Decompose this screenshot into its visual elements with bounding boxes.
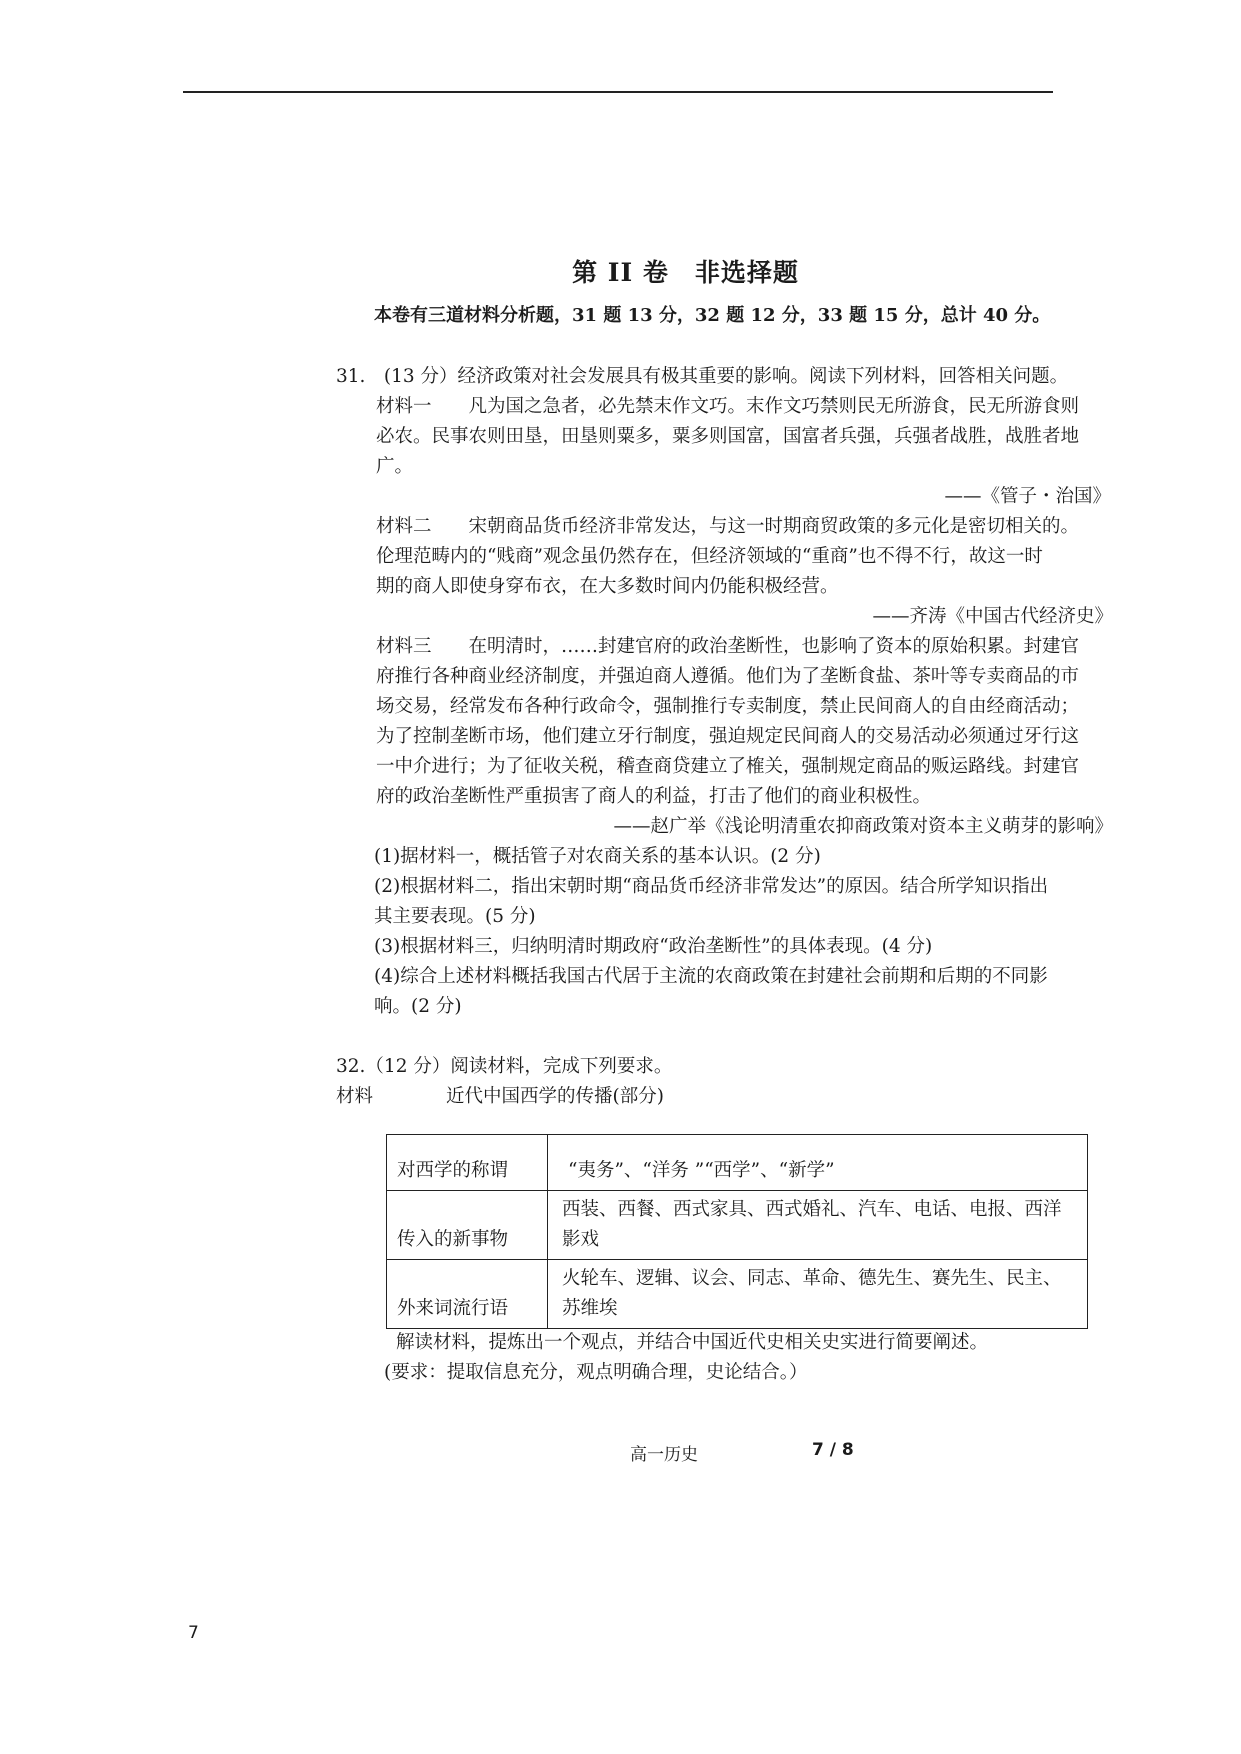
- section-title: 第 II 卷 非选择题: [572, 258, 799, 287]
- table-cell-head: 外来词流行语: [387, 1260, 548, 1329]
- q31-m2-line: 材料二 宋朝商品货币经济非常发达，与这一时期商贸政策的多元化是密切相关的。: [376, 516, 1080, 537]
- q31-m1-line: 必农。民事农则田垦，田垦则粟多，粟多则国富，国富者兵强，兵强者战胜，战胜者地: [376, 426, 1080, 447]
- q31-subquestion: (2)根据材料二，指出宋朝时期“商品货币经济非常发达”的原因。结合所学知识指出: [374, 876, 1049, 897]
- table-cell-content: “夷务”、“洋务 ”“西学”、“新学”: [548, 1135, 1088, 1191]
- q31-subquestion: 响。(2 分): [374, 996, 462, 1017]
- table-cell-content: 火轮车、逻辑、议会、同志、革命、德先生、赛先生、民主、苏维埃: [548, 1260, 1088, 1329]
- table-cell-content: 西装、西餐、西式家具、西式婚礼、汽车、电话、电报、西洋影戏: [548, 1191, 1088, 1260]
- q31-m1-line: 材料一 凡为国之急者，必先禁末作文巧。末作文巧禁则民无所游食，民无所游食则: [376, 396, 1080, 417]
- q31-m2-source: ——齐涛《中国古代经济史》: [872, 606, 1113, 627]
- q31-subquestion: (3)根据材料三，归纳明清时期政府“政治垄断性”的具体表现。(4 分): [374, 936, 933, 957]
- q31-m3-line: 材料三 在明清时，……封建官府的政治垄断性，也影响了资本的原始积累。封建官: [376, 636, 1080, 657]
- table-cell-head: 传入的新事物: [387, 1191, 548, 1260]
- q32-task: 解读材料，提炼出一个观点，并结合中国近代史相关史实进行简要阐述。: [396, 1332, 989, 1353]
- q31-m3-source: ——赵广举《浅论明清重农抑商政策对资本主义萌芽的影响》: [613, 816, 1113, 837]
- table-row: [387, 1260, 1088, 1329]
- q31-m2-line: 伦理范畴内的“贱商”观念虽仍然存在，但经济领域的“重商”也不得不行，故这一时: [376, 546, 1043, 567]
- q31-m3-line: 场交易，经常发布各种行政命令，强制推行专卖制度，禁止民间商人的自由经商活动；: [376, 696, 1080, 717]
- q31-m2-line: 期的商人即使身穿布衣，在大多数时间内仍能积极经营。: [376, 576, 839, 597]
- page-number: 7: [188, 1623, 199, 1643]
- west-learning-table: [386, 1134, 1088, 1329]
- section-intro: 本卷有三道材料分析题，31 题 13 分，32 题 12 分，33 题 15 分，总计 40 分。: [374, 305, 1051, 326]
- q31-subquestion: 其主要表现。(5 分): [374, 906, 536, 927]
- q32-material-title: 近代中国西学的传播(部分): [446, 1086, 664, 1107]
- q31-m1-line: 广。: [376, 456, 414, 477]
- q31-m3-line: 为了控制垄断市场，他们建立牙行制度，强迫规定民间商人的交易活动必须通过牙行这: [376, 726, 1080, 747]
- table-row: [387, 1191, 1088, 1260]
- footer-subject: 高一历史: [630, 1445, 698, 1465]
- q31-subquestion: (1)据材料一，概括管子对农商关系的基本认识。(2 分): [374, 846, 821, 867]
- table-cell-head: 对西学的称谓: [387, 1135, 548, 1191]
- table-row: [387, 1135, 1088, 1191]
- q32-material-label: 材料: [336, 1086, 374, 1107]
- q31-m3-line: 府推行各种商业经济制度，并强迫商人遵循。他们为了垄断食盐、茶叶等专卖商品的市: [376, 666, 1080, 687]
- q32-requirement: (要求：提取信息充分，观点明确合理，史论结合。）: [384, 1362, 808, 1383]
- q31-m1-source: ——《管子・治国》: [944, 486, 1111, 507]
- q32-header: 32.（12 分）阅读材料，完成下列要求。: [336, 1056, 673, 1077]
- q31-m3-line: 府的政治垄断性严重损害了商人的利益，打击了他们的商业积极性。: [376, 786, 932, 807]
- top-rule: [183, 91, 1053, 93]
- q31-subquestion: (4)综合上述材料概括我国古代居于主流的农商政策在封建社会前期和后期的不同影: [374, 966, 1048, 987]
- q31-header: 31. (13 分）经济政策对社会发展具有极其重要的影响。阅读下列材料，回答相关问题。: [336, 366, 1069, 387]
- q31-m3-line: 一中介进行；为了征收关税，稽查商贷建立了榷关，强制规定商品的贩运路线。封建官: [376, 756, 1080, 777]
- footer-page: 7 / 8: [812, 1440, 854, 1460]
